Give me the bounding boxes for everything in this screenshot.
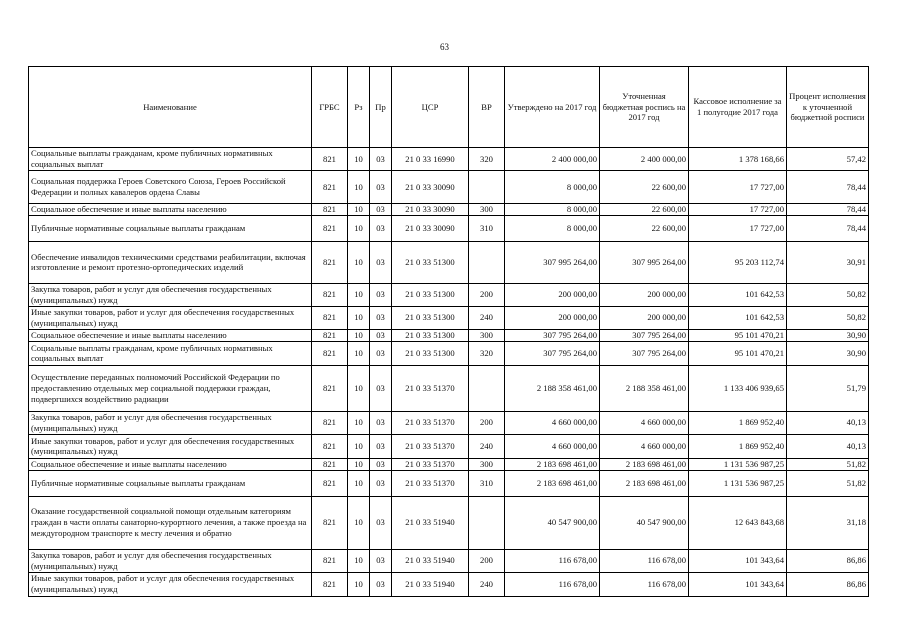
cell-grbs: 821 (312, 549, 348, 572)
cell-vr: 300 (469, 329, 505, 341)
cell-csr: 21 0 33 51300 (392, 341, 469, 365)
cell-pr: 03 (370, 411, 392, 434)
cell-vr (469, 241, 505, 283)
header-csr: ЦСР (392, 67, 469, 148)
cell-vr: 200 (469, 549, 505, 572)
cell-percent: 51,79 (787, 365, 869, 411)
header-row (29, 67, 869, 148)
cell-percent: 40,13 (787, 434, 869, 458)
cell-percent: 78,44 (787, 171, 869, 204)
cell-grbs: 821 (312, 306, 348, 329)
cell-vr: 240 (469, 306, 505, 329)
cell-csr: 21 0 33 51300 (392, 241, 469, 283)
cell-refined: 4 660 000,00 (600, 434, 689, 458)
cell-rz: 10 (348, 204, 370, 216)
cell-percent: 51,82 (787, 458, 869, 470)
cell-grbs: 821 (312, 171, 348, 204)
cell-name: Социальное обеспечение и иные выплаты населению (29, 329, 312, 341)
cell-pr: 03 (370, 365, 392, 411)
cell-rz: 10 (348, 341, 370, 365)
cell-pr: 03 (370, 283, 392, 306)
cell-grbs: 821 (312, 470, 348, 496)
cell-vr: 200 (469, 411, 505, 434)
header-name: Наименование (29, 67, 312, 148)
cell-pr: 03 (370, 549, 392, 572)
cell-rz: 10 (348, 365, 370, 411)
cell-grbs: 821 (312, 241, 348, 283)
cell-name: Оказание государственной социальной помощи отдельным категориям граждан в части оплаты санаторно-курортного лечения, а также проезда на междугородном транспорте к месту лечения и обратно (29, 496, 312, 549)
table-row (29, 549, 869, 572)
header-pr: Пр (370, 67, 392, 148)
cell-csr: 21 0 33 51940 (392, 549, 469, 572)
cell-refined: 200 000,00 (600, 306, 689, 329)
cell-grbs: 821 (312, 434, 348, 458)
header-approved: Утверждено на 2017 год (505, 67, 600, 148)
header-percent: Процент исполнения к уточненной бюджетной росписи (787, 67, 869, 148)
cell-name: Закупка товаров, работ и услуг для обеспечения государственных (муниципальных) нужд (29, 283, 312, 306)
cell-cash: 1 869 952,40 (689, 434, 787, 458)
cell-csr: 21 0 33 51300 (392, 283, 469, 306)
cell-percent: 57,42 (787, 148, 869, 171)
table-row (29, 470, 869, 496)
cell-cash: 1 378 168,66 (689, 148, 787, 171)
cell-pr: 03 (370, 458, 392, 470)
cell-refined: 116 678,00 (600, 572, 689, 596)
cell-refined: 40 547 900,00 (600, 496, 689, 549)
cell-percent: 30,90 (787, 341, 869, 365)
cell-name: Иные закупки товаров, работ и услуг для обеспечения государственных (муниципальных) нужд (29, 306, 312, 329)
cell-approved: 8 000,00 (505, 171, 600, 204)
cell-refined: 22 600,00 (600, 204, 689, 216)
cell-percent: 51,82 (787, 470, 869, 496)
cell-vr (469, 496, 505, 549)
cell-vr: 200 (469, 283, 505, 306)
cell-vr (469, 365, 505, 411)
cell-approved: 2 400 000,00 (505, 148, 600, 171)
cell-approved: 4 660 000,00 (505, 434, 600, 458)
cell-grbs: 821 (312, 283, 348, 306)
cell-rz: 10 (348, 549, 370, 572)
cell-name: Публичные нормативные социальные выплаты гражданам (29, 470, 312, 496)
cell-name: Социальное обеспечение и иные выплаты населению (29, 204, 312, 216)
cell-approved: 8 000,00 (505, 215, 600, 241)
cell-percent: 50,82 (787, 306, 869, 329)
cell-rz: 10 (348, 458, 370, 470)
header-cash: Кассовое исполнение за 1 полугодие 2017 года (689, 67, 787, 148)
cell-approved: 116 678,00 (505, 572, 600, 596)
cell-pr: 03 (370, 241, 392, 283)
cell-csr: 21 0 33 51940 (392, 496, 469, 549)
cell-percent: 78,44 (787, 215, 869, 241)
cell-rz: 10 (348, 434, 370, 458)
cell-csr: 21 0 33 51370 (392, 434, 469, 458)
cell-rz: 10 (348, 306, 370, 329)
cell-percent: 31,18 (787, 496, 869, 549)
cell-refined: 200 000,00 (600, 283, 689, 306)
cell-cash: 1 133 406 939,65 (689, 365, 787, 411)
cell-csr: 21 0 33 51370 (392, 411, 469, 434)
table-row (29, 572, 869, 596)
cell-csr: 21 0 33 51300 (392, 329, 469, 341)
cell-refined: 22 600,00 (600, 215, 689, 241)
cell-vr: 310 (469, 470, 505, 496)
cell-vr: 300 (469, 204, 505, 216)
cell-csr: 21 0 33 30090 (392, 171, 469, 204)
cell-refined: 22 600,00 (600, 171, 689, 204)
cell-approved: 40 547 900,00 (505, 496, 600, 549)
cell-cash: 101 642,53 (689, 283, 787, 306)
cell-pr: 03 (370, 329, 392, 341)
cell-approved: 2 188 358 461,00 (505, 365, 600, 411)
table-row (29, 341, 869, 365)
table-row (29, 411, 869, 434)
header-refined: Уточненная бюджетная роспись на 2017 год (600, 67, 689, 148)
cell-pr: 03 (370, 171, 392, 204)
cell-name: Иные закупки товаров, работ и услуг для обеспечения государственных (муниципальных) нужд (29, 572, 312, 596)
cell-percent: 86,86 (787, 572, 869, 596)
cell-approved: 116 678,00 (505, 549, 600, 572)
table-row (29, 241, 869, 283)
cell-grbs: 821 (312, 329, 348, 341)
cell-cash: 17 727,00 (689, 204, 787, 216)
cell-grbs: 821 (312, 365, 348, 411)
cell-name: Осуществление переданных полномочий Российской Федерации по предоставлению отдельных мер социальной поддержки граждан, подвергшихся воздействию радиации (29, 365, 312, 411)
cell-csr: 21 0 33 51940 (392, 572, 469, 596)
cell-refined: 4 660 000,00 (600, 411, 689, 434)
cell-grbs: 821 (312, 496, 348, 549)
cell-refined: 307 795 264,00 (600, 329, 689, 341)
cell-pr: 03 (370, 434, 392, 458)
cell-refined: 2 188 358 461,00 (600, 365, 689, 411)
cell-rz: 10 (348, 215, 370, 241)
cell-grbs: 821 (312, 148, 348, 171)
cell-vr: 320 (469, 148, 505, 171)
table-row (29, 306, 869, 329)
cell-refined: 307 995 264,00 (600, 241, 689, 283)
cell-cash: 101 343,64 (689, 572, 787, 596)
cell-refined: 2 400 000,00 (600, 148, 689, 171)
cell-name: Социальное обеспечение и иные выплаты населению (29, 458, 312, 470)
cell-pr: 03 (370, 306, 392, 329)
cell-grbs: 821 (312, 204, 348, 216)
cell-vr: 300 (469, 458, 505, 470)
cell-percent: 40,13 (787, 411, 869, 434)
table-row (29, 496, 869, 549)
cell-cash: 95 203 112,74 (689, 241, 787, 283)
cell-cash: 17 727,00 (689, 215, 787, 241)
cell-cash: 101 343,64 (689, 549, 787, 572)
cell-percent: 50,82 (787, 283, 869, 306)
cell-refined: 116 678,00 (600, 549, 689, 572)
cell-cash: 101 642,53 (689, 306, 787, 329)
cell-name: Закупка товаров, работ и услуг для обеспечения государственных (муниципальных) нужд (29, 549, 312, 572)
cell-cash: 95 101 470,21 (689, 341, 787, 365)
cell-name: Публичные нормативные социальные выплаты гражданам (29, 215, 312, 241)
cell-csr: 21 0 33 51370 (392, 470, 469, 496)
cell-rz: 10 (348, 148, 370, 171)
cell-rz: 10 (348, 572, 370, 596)
cell-pr: 03 (370, 148, 392, 171)
table-row (29, 458, 869, 470)
cell-name: Обеспечение инвалидов техническими средствами реабилитации, включая изготовление и ремонт протезно-ортопедических изделий (29, 241, 312, 283)
cell-percent: 30,90 (787, 329, 869, 341)
cell-approved: 200 000,00 (505, 283, 600, 306)
cell-rz: 10 (348, 171, 370, 204)
cell-rz: 10 (348, 329, 370, 341)
table-row (29, 171, 869, 204)
cell-rz: 10 (348, 470, 370, 496)
cell-pr: 03 (370, 341, 392, 365)
cell-name: Закупка товаров, работ и услуг для обеспечения государственных (муниципальных) нужд (29, 411, 312, 434)
cell-vr: 320 (469, 341, 505, 365)
cell-approved: 200 000,00 (505, 306, 600, 329)
cell-grbs: 821 (312, 411, 348, 434)
table-row (29, 365, 869, 411)
table-row (29, 148, 869, 171)
cell-grbs: 821 (312, 458, 348, 470)
cell-name: Иные закупки товаров, работ и услуг для обеспечения государственных (муниципальных) нужд (29, 434, 312, 458)
cell-cash: 17 727,00 (689, 171, 787, 204)
cell-vr: 240 (469, 572, 505, 596)
cell-cash: 1 869 952,40 (689, 411, 787, 434)
cell-rz: 10 (348, 241, 370, 283)
cell-rz: 10 (348, 283, 370, 306)
cell-pr: 03 (370, 470, 392, 496)
cell-pr: 03 (370, 204, 392, 216)
cell-csr: 21 0 33 30090 (392, 204, 469, 216)
header-rz: Рз (348, 67, 370, 148)
cell-approved: 307 795 264,00 (505, 341, 600, 365)
cell-approved: 8 000,00 (505, 204, 600, 216)
cell-percent: 30,91 (787, 241, 869, 283)
cell-grbs: 821 (312, 572, 348, 596)
cell-refined: 2 183 698 461,00 (600, 458, 689, 470)
cell-name: Социальные выплаты гражданам, кроме публичных нормативных социальных выплат (29, 148, 312, 171)
cell-grbs: 821 (312, 341, 348, 365)
cell-csr: 21 0 33 30090 (392, 215, 469, 241)
cell-cash: 1 131 536 987,25 (689, 470, 787, 496)
table-row (29, 283, 869, 306)
cell-approved: 307 795 264,00 (505, 329, 600, 341)
cell-approved: 4 660 000,00 (505, 411, 600, 434)
cell-cash: 1 131 536 987,25 (689, 458, 787, 470)
cell-name: Социальные выплаты гражданам, кроме публичных нормативных социальных выплат (29, 341, 312, 365)
cell-approved: 2 183 698 461,00 (505, 458, 600, 470)
cell-rz: 10 (348, 411, 370, 434)
cell-csr: 21 0 33 51300 (392, 306, 469, 329)
cell-grbs: 821 (312, 215, 348, 241)
cell-name: Социальная поддержка Героев Советского Союза, Героев Российской Федерации и полных кавалеров ордена Славы (29, 171, 312, 204)
table-row (29, 204, 869, 216)
header-grbs: ГРБС (312, 67, 348, 148)
header-vr: ВР (469, 67, 505, 148)
budget-table (28, 66, 869, 597)
cell-vr: 240 (469, 434, 505, 458)
table-row (29, 215, 869, 241)
cell-pr: 03 (370, 496, 392, 549)
cell-vr (469, 171, 505, 204)
cell-rz: 10 (348, 496, 370, 549)
cell-cash: 12 643 843,68 (689, 496, 787, 549)
cell-cash: 95 101 470,21 (689, 329, 787, 341)
cell-vr: 310 (469, 215, 505, 241)
cell-csr: 21 0 33 16990 (392, 148, 469, 171)
cell-csr: 21 0 33 51370 (392, 365, 469, 411)
table-row (29, 434, 869, 458)
page-number: 63 (440, 42, 449, 52)
cell-refined: 307 795 264,00 (600, 341, 689, 365)
cell-refined: 2 183 698 461,00 (600, 470, 689, 496)
cell-csr: 21 0 33 51370 (392, 458, 469, 470)
cell-approved: 2 183 698 461,00 (505, 470, 600, 496)
cell-pr: 03 (370, 572, 392, 596)
cell-percent: 86,86 (787, 549, 869, 572)
cell-approved: 307 995 264,00 (505, 241, 600, 283)
cell-percent: 78,44 (787, 204, 869, 216)
cell-pr: 03 (370, 215, 392, 241)
table-row (29, 329, 869, 341)
